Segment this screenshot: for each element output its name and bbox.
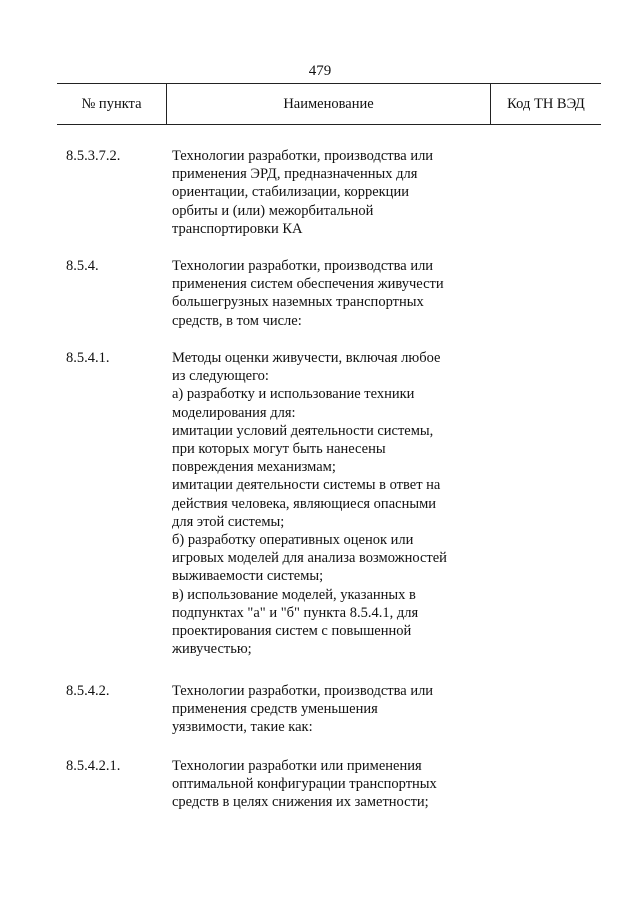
- text-line: Методы оценки живучести, включая любое: [172, 350, 441, 366]
- text-line: проектирования систем с повышенной: [172, 623, 412, 640]
- text-line: из следующего:: [172, 368, 269, 385]
- text-line: имитации условий деятельности системы,: [172, 422, 434, 439]
- text-line: применения систем обеспечения живучести: [172, 276, 444, 293]
- text-line: выживаемости системы;: [172, 568, 324, 585]
- page-number: 479: [308, 63, 332, 79]
- text-line: игровых моделей для анализа возможностей: [172, 550, 447, 567]
- text-line: моделирования для:: [172, 404, 296, 421]
- entry-text: [172, 757, 492, 812]
- text-line: имитации деятельности системы в ответ на: [172, 477, 441, 494]
- text-line: в) использование моделей, указанных в: [172, 586, 416, 603]
- text-line: Технологии разработки, производства или: [172, 258, 434, 274]
- text-line: средств, в том числе:: [172, 312, 302, 329]
- entry-number: 8.5.4.2.1.: [66, 758, 121, 774]
- text-line: применения ЭРД, предназначенных для: [172, 166, 418, 183]
- text-line: а) разработку и использование техники: [172, 386, 415, 403]
- text-line: при которых могут быть нанесены: [172, 441, 386, 458]
- text-line: транспортировки КА: [172, 220, 303, 237]
- header-item-number: № пункта: [57, 84, 167, 125]
- entry-text: [172, 147, 492, 238]
- text-line: живучестью;: [172, 641, 252, 658]
- text-line: подпунктах "а" и "б" пункта 8.5.4.1, для: [172, 604, 419, 621]
- entry-text: [172, 682, 492, 737]
- header-customs-code: Код ТН ВЭД: [491, 84, 602, 125]
- text-line: повреждения механизмам;: [172, 459, 336, 476]
- text-line: большегрузных наземных транспортных: [172, 294, 424, 311]
- text-line: средств в целях снижения их заметности;: [172, 794, 429, 811]
- text-line: применения средств уменьшения: [172, 701, 378, 718]
- text-line: действия человека, являющиеся опасными: [172, 495, 437, 512]
- table-header: [57, 83, 601, 125]
- header-name: Наименование: [167, 84, 491, 125]
- text-line: орбиты и (или) межорбитальной: [172, 202, 374, 219]
- text-line: ориентации, стабилизации, коррекции: [172, 184, 409, 201]
- entry-number: 8.5.4.2.: [66, 683, 110, 699]
- text-line: оптимальной конфигурации транспортных: [172, 776, 437, 793]
- entry-number: 8.5.4.1.: [66, 350, 110, 366]
- entry-number: 8.5.4.: [66, 258, 99, 274]
- entry-text: [172, 257, 492, 330]
- text-line: для этой системы;: [172, 513, 285, 530]
- entry-number: 8.5.3.7.2.: [66, 148, 121, 164]
- text-line: Технологии разработки, производства или: [172, 148, 434, 164]
- text-line: б) разработку оперативных оценок или: [172, 532, 414, 549]
- entry-text: [172, 349, 492, 658]
- text-line: Технологии разработки, производства или: [172, 683, 434, 699]
- text-line: Технологии разработки или применения: [172, 758, 422, 774]
- text-line: уязвимости, такие как:: [172, 719, 313, 736]
